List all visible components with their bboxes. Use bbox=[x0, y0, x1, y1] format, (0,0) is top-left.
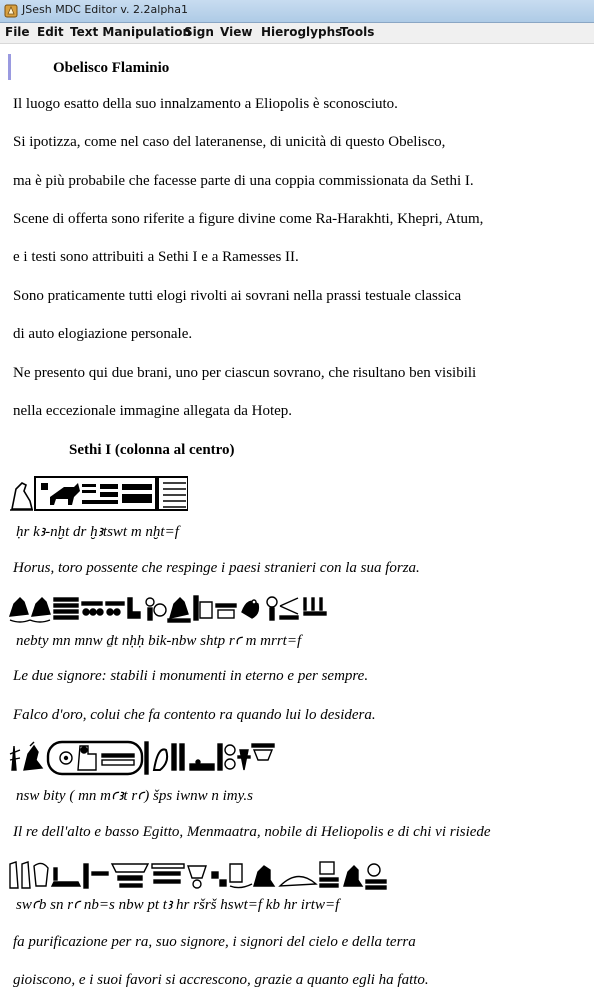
falcon-glyph bbox=[10, 483, 33, 510]
paragraph-line: Sono praticamente tutti elogi rivolti ai sovrani nella prassi testuale classica bbox=[13, 288, 462, 304]
transliteration: nebty mn mnw ḏt nḥḥ bik-nbw shtp rꜥ m mrrt=f bbox=[16, 633, 302, 649]
paragraph-line: Scene di offerta sono riferite a figure divine come Ra-Harakhti, Khepri, Atum, bbox=[13, 211, 484, 227]
cartouche-frame bbox=[48, 742, 142, 774]
document-area[interactable] bbox=[0, 44, 594, 1000]
hieroglyph-row-nebty-name bbox=[8, 592, 338, 624]
palace-facade bbox=[158, 477, 188, 510]
paragraph-line: ma è più probabile che facesse parte di una coppia commissionata da Sethi I. bbox=[13, 173, 474, 189]
serekh-frame bbox=[35, 477, 156, 510]
document-heading: Obelisco Flaminio bbox=[53, 60, 170, 76]
section-title: Sethi I (colonna al centro) bbox=[69, 442, 235, 458]
translation-line: Il re dell'alto e basso Egitto, Menmaatra, nobile di Heliopolis e di chi vi risiede bbox=[13, 824, 491, 840]
translation-line: gioiscono, e i suoi favori si accrescono, grazie a quanto egli ha fatto. bbox=[13, 972, 429, 988]
caret-marker bbox=[8, 54, 11, 80]
hieroglyph-row-cartouche bbox=[8, 740, 278, 776]
paragraph-line: e i testi sono attribuiti a Sethi I e a Ramesses II. bbox=[13, 249, 299, 265]
menu-bar bbox=[0, 23, 594, 44]
translation-line: fa purificazione per ra, suo signore, i signori del cielo e della terra bbox=[13, 934, 416, 950]
menu-text-manipulation[interactable]: Text Manipulation bbox=[70, 25, 192, 39]
menu-tools[interactable]: Tools bbox=[340, 25, 375, 39]
paragraph-line: di auto elogiazione personale. bbox=[13, 326, 193, 342]
paragraph-line: nella eccezionale immagine allegata da Hotep. bbox=[13, 403, 293, 419]
window-title: JSesh MDC Editor v. 2.2alpha1 bbox=[22, 3, 189, 16]
menu-file[interactable]: File bbox=[5, 25, 30, 39]
menu-sign[interactable]: Sign bbox=[184, 25, 214, 39]
hieroglyph-row-epithets bbox=[8, 858, 388, 892]
transliteration: nsw bity ( mn mꜥꜣt rꜥ) šps iwnw n imy.s bbox=[16, 788, 254, 804]
window-titlebar bbox=[0, 0, 594, 23]
paragraph-line: Si ipotizza, come nel caso del lateranense, di unicità di questo Obelisco, bbox=[13, 134, 446, 150]
translation-line: Horus, toro possente che respinge i paesi stranieri con la sua forza. bbox=[13, 560, 420, 576]
menu-hieroglyphs[interactable]: Hieroglyphs bbox=[261, 25, 343, 39]
menu-view[interactable]: View bbox=[220, 25, 253, 39]
bull-glyph bbox=[50, 483, 80, 505]
paragraph-line: Ne presento qui due brani, uno per ciascun sovrano, che risultano ben visibili bbox=[13, 365, 477, 381]
translation-line: Falco d'oro, colui che fa contento ra quando lui lo desidera. bbox=[13, 707, 376, 723]
transliteration: swꜥb sn rꜥ nb=s nbw pt tꜣ hr ršrš hswt=f kb hr irtw=f bbox=[16, 897, 340, 913]
menu-edit[interactable]: Edit bbox=[37, 25, 64, 39]
translation-line: Le due signore: stabili i monumenti in eterno e per sempre. bbox=[13, 668, 369, 684]
paragraph-line: Il luogo esatto della suo innalzamento a Eliopolis è sconosciuto. bbox=[13, 96, 398, 112]
hieroglyph-row-horus-name bbox=[8, 475, 188, 513]
transliteration: ḥr kꜣ-nḫt dr ḫꜣtswt m nḫt=f bbox=[16, 524, 179, 540]
app-icon bbox=[4, 4, 18, 18]
